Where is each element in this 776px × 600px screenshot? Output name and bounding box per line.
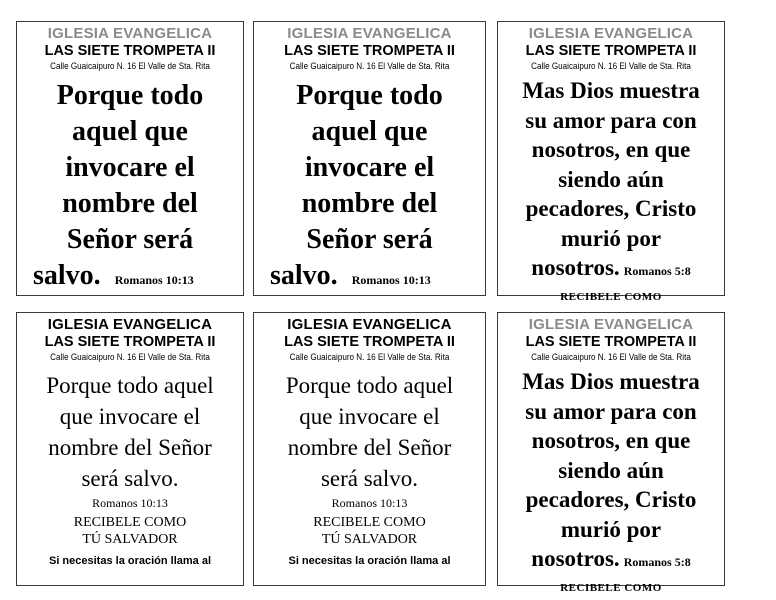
verse-reference: Romanos 10:13: [114, 273, 194, 287]
church-address: Calle Guaicaipuro N. 16 El Valle de Sta. Rita: [50, 352, 210, 362]
verse-line: Señor será: [66, 224, 194, 255]
church-name: LAS SIETE TROMPETA II: [44, 334, 216, 350]
church-name: LAS SIETE TROMPETA II: [284, 334, 455, 350]
cta-line: TÚ SALVADOR: [321, 532, 418, 547]
verse-text: [17, 78, 243, 298]
church-label: IGLESIA EVANGELICA: [47, 25, 213, 42]
verse-last: nosotros.: [531, 546, 620, 571]
prayer-call-text: Si necesitas la oración llama al: [288, 555, 451, 567]
verse-line: pecadores, Cristo: [525, 487, 697, 512]
verse-line: invocare el: [65, 152, 195, 183]
church-address: Calle Guaicaipuro N. 16 El Valle de Sta. Rita: [50, 61, 210, 71]
cut-off-text: RECIBELE COMO: [560, 581, 662, 594]
verse-line: Porque todo: [296, 80, 443, 111]
verse-last-line: [498, 544, 724, 578]
verse-line: será salvo.: [320, 466, 419, 491]
church-label: IGLESIA EVANGELICA: [287, 316, 452, 333]
cut-off-text: RECIBELE COMO: [560, 290, 662, 303]
verse-text: [498, 76, 724, 287]
verse-line: que invocare el: [299, 404, 440, 429]
call-to-action: [254, 514, 485, 548]
tract-card-1: [16, 21, 244, 296]
verse-last-line: [498, 253, 724, 287]
verse-line: que invocare el: [59, 404, 201, 429]
verse-line: Señor será: [306, 224, 433, 255]
verse-text: [254, 78, 485, 298]
verse-line: nombre del Señor: [287, 435, 452, 460]
verse-last: salvo.: [270, 260, 338, 291]
verse-text: [254, 370, 485, 494]
verse-reference: Romanos 5:8: [623, 264, 691, 278]
tract-card-2: [253, 21, 486, 296]
church-address: Calle Guaicaipuro N. 16 El Valle de Sta. Rita: [289, 352, 450, 362]
church-name: LAS SIETE TROMPETA II: [525, 334, 697, 350]
prayer-call-text: Si necesitas la oración llama al: [48, 555, 212, 567]
verse-line: su amor para con: [525, 107, 697, 133]
tract-card-3: [497, 21, 725, 303]
verse-reference: Romanos 10:13: [92, 496, 168, 510]
verse-last: nosotros.: [531, 255, 620, 280]
church-label: IGLESIA EVANGELICA: [287, 25, 452, 42]
verse-line: pecadores, Cristo: [525, 196, 697, 221]
verse-line: murió por: [560, 516, 662, 542]
verse-line: aquel que: [72, 116, 188, 147]
verse-line: nombre del: [62, 188, 198, 219]
church-address: Calle Guaicaipuro N. 16 El Valle de Sta. Rita: [531, 352, 691, 362]
tract-card-4: [16, 312, 244, 586]
verse-text: [17, 370, 243, 494]
cta-line: RECIBELE COMO: [73, 515, 187, 530]
verse-line: aquel que: [311, 116, 428, 147]
church-name: LAS SIETE TROMPETA II: [284, 43, 455, 59]
verse-line: su amor para con: [525, 398, 697, 424]
church-label: IGLESIA EVANGELICA: [47, 316, 213, 333]
verse-line: nombre del: [301, 188, 438, 219]
verse-line: siendo aún: [558, 166, 664, 192]
verse-line: Porque todo aquel: [285, 373, 454, 398]
verse-line: Mas Dios muestra: [522, 369, 700, 394]
verse-line: murió por: [560, 225, 662, 251]
call-to-action: [17, 514, 243, 548]
church-label: IGLESIA EVANGELICA: [528, 25, 694, 42]
verse-line: será salvo.: [81, 466, 179, 491]
verse-reference: Romanos 10:13: [331, 496, 408, 510]
verse-line: siendo aún: [558, 457, 664, 483]
verse-line: Porque todo aquel: [46, 373, 214, 398]
verse-line: nosotros, en que: [531, 137, 691, 162]
verse-reference: Romanos 10:13: [351, 273, 431, 287]
verse-line: Porque todo: [56, 80, 204, 111]
church-name: LAS SIETE TROMPETA II: [525, 43, 697, 59]
verse-line: nosotros, en que: [531, 428, 691, 453]
church-name: LAS SIETE TROMPETA II: [44, 43, 216, 59]
verse-reference: Romanos 5:8: [623, 555, 691, 569]
verse-last-line: [254, 258, 485, 298]
cta-line: TÚ SALVADOR: [82, 532, 178, 547]
cta-line: RECIBELE COMO: [313, 515, 426, 530]
verse-line: Mas Dios muestra: [522, 78, 700, 103]
church-address: Calle Guaicaipuro N. 16 El Valle de Sta. Rita: [289, 61, 450, 71]
tract-card-6: [497, 312, 725, 594]
verse-text: [498, 367, 724, 578]
verse-line: invocare el: [304, 152, 435, 183]
verse-line: nombre del Señor: [48, 435, 212, 460]
church-address: Calle Guaicaipuro N. 16 El Valle de Sta. Rita: [531, 61, 691, 71]
tract-card-5: [253, 312, 486, 586]
verse-last: salvo.: [33, 260, 101, 291]
verse-last-line: [17, 258, 243, 298]
church-label: IGLESIA EVANGELICA: [528, 316, 694, 333]
